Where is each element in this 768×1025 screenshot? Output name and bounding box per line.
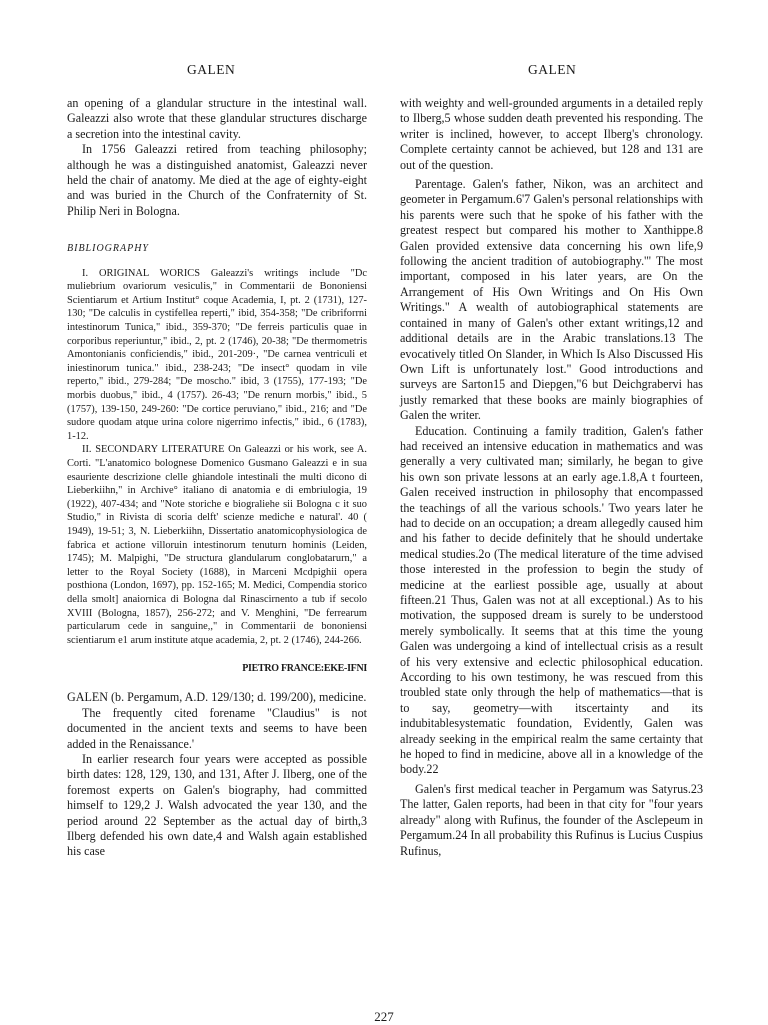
running-head-left: GALEN [187,62,236,77]
bibliography-secondary-literature: II. SECONDARY LITERATURE On Galeazzi or his work, see A. Corti. "L'anatomico bolognese Domenico Gusmano Galeazzi e in sua esauriente descrizione clelle ghiandole intestinali the multi dicono di Lieberkiihn," in Archive° italiano di anatomia e di embriulogia, 19 (1922), 407-434; and "Note storiche e biograliehe sii Bologna c it suo Studio," in Rivista di scoria delft' scienze mediche e natural'. 40 ( 1949), 19-51; 3, N. Lieberkiihn, Dissertatio anatomicophysiologica de fabrica et actione villoruin intestinorum tenuturn hominis (Leiden, 1745); M. Malpighi, "De structura glandularum conglobatarurn," a letter to the Royal Society (1688), in Marceni Mcdpighii opera posthiona (London, 1697), pp. 152-165; M. Medici, Compendia storico della smolt] anaiornica di Bologna dal Rinascirnento a tub if secolo XVIII (Bologna, 1857), 256-272; and V. Menghini, "De ferrearum particularum cede in sanguine,," in Commentarii de bononiensi scientiarum e1 arum institute atque academia, 2, pt. 2 (1746), 244-266. [67,444,367,646]
left-column [67,96,367,860]
galen-entry-paragraph: The frequently cited forename "Claudius" is not documented in the ancient texts and seems to have been added in the Renaissance.' [67,705,367,751]
intro-paragraph: an opening of a glandular structure in the intestinal wall. Galeazzi also wrote that these glandular structures discharge a secretion into the intestinal cavity. [67,96,367,141]
bibliography-heading: BIBLIOGRAPHY [67,243,149,255]
parentage-paragraph: Parentage. Galen's father, Nikon, was an architect and geometer in Pergamum.6'7 Galen's personal relationships with his parents were such that he spoke of his father with the greatest respect but compared his mother to Xanthippe.8 Galen provided extensive data concerning his own life,9 following the ancient tradition of autobiography.'" The most important, composed in his later years, are On the Arrangement of His Own Writings and On His Own Writings." A wealth of autobiographical statements are contained in many of Galen's other extant writings,12 and additional details are in the Arabic translations.13 The evocatively titled On Slander, in Which Is Also Discussed His Own Lift is unfortunately lost." Good introductions and surveys are Sarton15 and Diepgen,"6 but Deichgrabervi has justly remarked that these books are mainly biographies of Galen the writer. [400,177,703,423]
author-signature: PIETRO FRANCE:EKE-IFNI [242,663,367,675]
education-paragraph: Education. Continuing a family tradition, Galen's father had received an intensive education in mathematics and was generally a very cultivated man; similarly, he began to give his own son private lessons at an early age.1.8,A t fourteen, Galen received instruction in philosophy that encompassed the teachings of all the various schools.' Two years later he had to decide on an occupation; a dream allegedly caused him and his father to decide definitely that he should undertake medical studies.2o (The medical literature of the time advised those interested in the profession to begin the study of medicine at the earliest possible age, usually at about fifteen.21 Thus, Galen was not at all exceptional.) As to his motivation, the supposed dream is surely to be understood merely symbolically. It seems that at this time the young Galen was undergoing a kind of intellectual crisis as a result of his very extensive and eclectic philosophical education. According to his own testimony, he was rescued from this troubled state only through the help of mathematics—that is to say, geometry—with itscertainty and its indubitablesystematic foundation, Evidently, Galen was already seeking in the empirical realm the same certainty that he hoped to find in medicine, above all in a knowledge of the body.22 [400,423,703,777]
galen-entry-heading: GALEN (b. Pergamum, A.D. 129/130; d. 199/200), medicine. [67,690,367,705]
right-column [400,96,703,859]
body-paragraph: Galen's first medical teacher in Pergamum was Satyrus.23 The latter, Galen reports, had been in that city for "four years already" along with Rufinus, the founder of the Asclepeum in Pergamum.24 In all probability this Rufinus is Lucius Cuspius Rufinus, [400,781,703,858]
galen-entry-paragraph: In earlier research four years were accepted as possible birth dates: 128, 129, 130, and 131, After J. Ilberg, one of the foremost experts on Galen's biography, had committed himself to 129,2 J. Walsh advocated the year 130, and the period around 22 September as the actual day of birth,3 Ilberg defended his own date,4 and Walsh again established his case [67,751,367,859]
bibliography-original-works: I. ORIGINAL WORICS Galeazzi's writings include "Dc muliebrium ovariorum vesiculis," in Commentarii de Bononiensi Scientiarum et Artium Institut° coque Academia, I, pt. 2 (1731), 127-130; "De calculis in cystifellea reperti," ibid, 354-358; "De cribriforrni intestinorum Tunica," ibid., 359-370; "De ferreis particulis quae in corporibus reperiuntur," ibid., 2, pt. 2 (1746), 20-38; "De thermometris Amontonianis conficiendis," ibid., 201-209·, "De carnea ventriculi et iniestinorum tunica." ibid., 238-243; "De insect° quodam in vile reperto," ibid., 279-284; "De moscho." ibid, 3 (1755), 177-193; "De morbis duobus," ibid., 4 (1757). 26-43; "De renurn morbis," ibid., 5 (1757), 139-150, 249-260: "De cortice peruviano," ibid., 216; and "De sudore quodam atque urina colore nigerrimo infectis," ibid., 6 (1783), 1-12. [67,267,367,442]
running-head-right: GALEN [528,62,577,77]
page-number: 227 [374,1009,394,1024]
body-paragraph: with weighty and well-grounded arguments in a detailed reply to Ilberg,5 whose sudden death prevented his responding. The writer is inclined, however, to accept Ilberg's chronology. Complete certainty cannot be achieved, but 128 and 131 are out of the question. [400,96,703,172]
intro-paragraph: In 1756 Galeazzi retired from teaching philosophy; although he was a distinguished anatomist, Galeazzi never held the chair of anatomy. Me died at the age of eighty-eight and was buried in the Church of the Confraternity of St. Philip Neri in Bologna. [67,142,367,218]
